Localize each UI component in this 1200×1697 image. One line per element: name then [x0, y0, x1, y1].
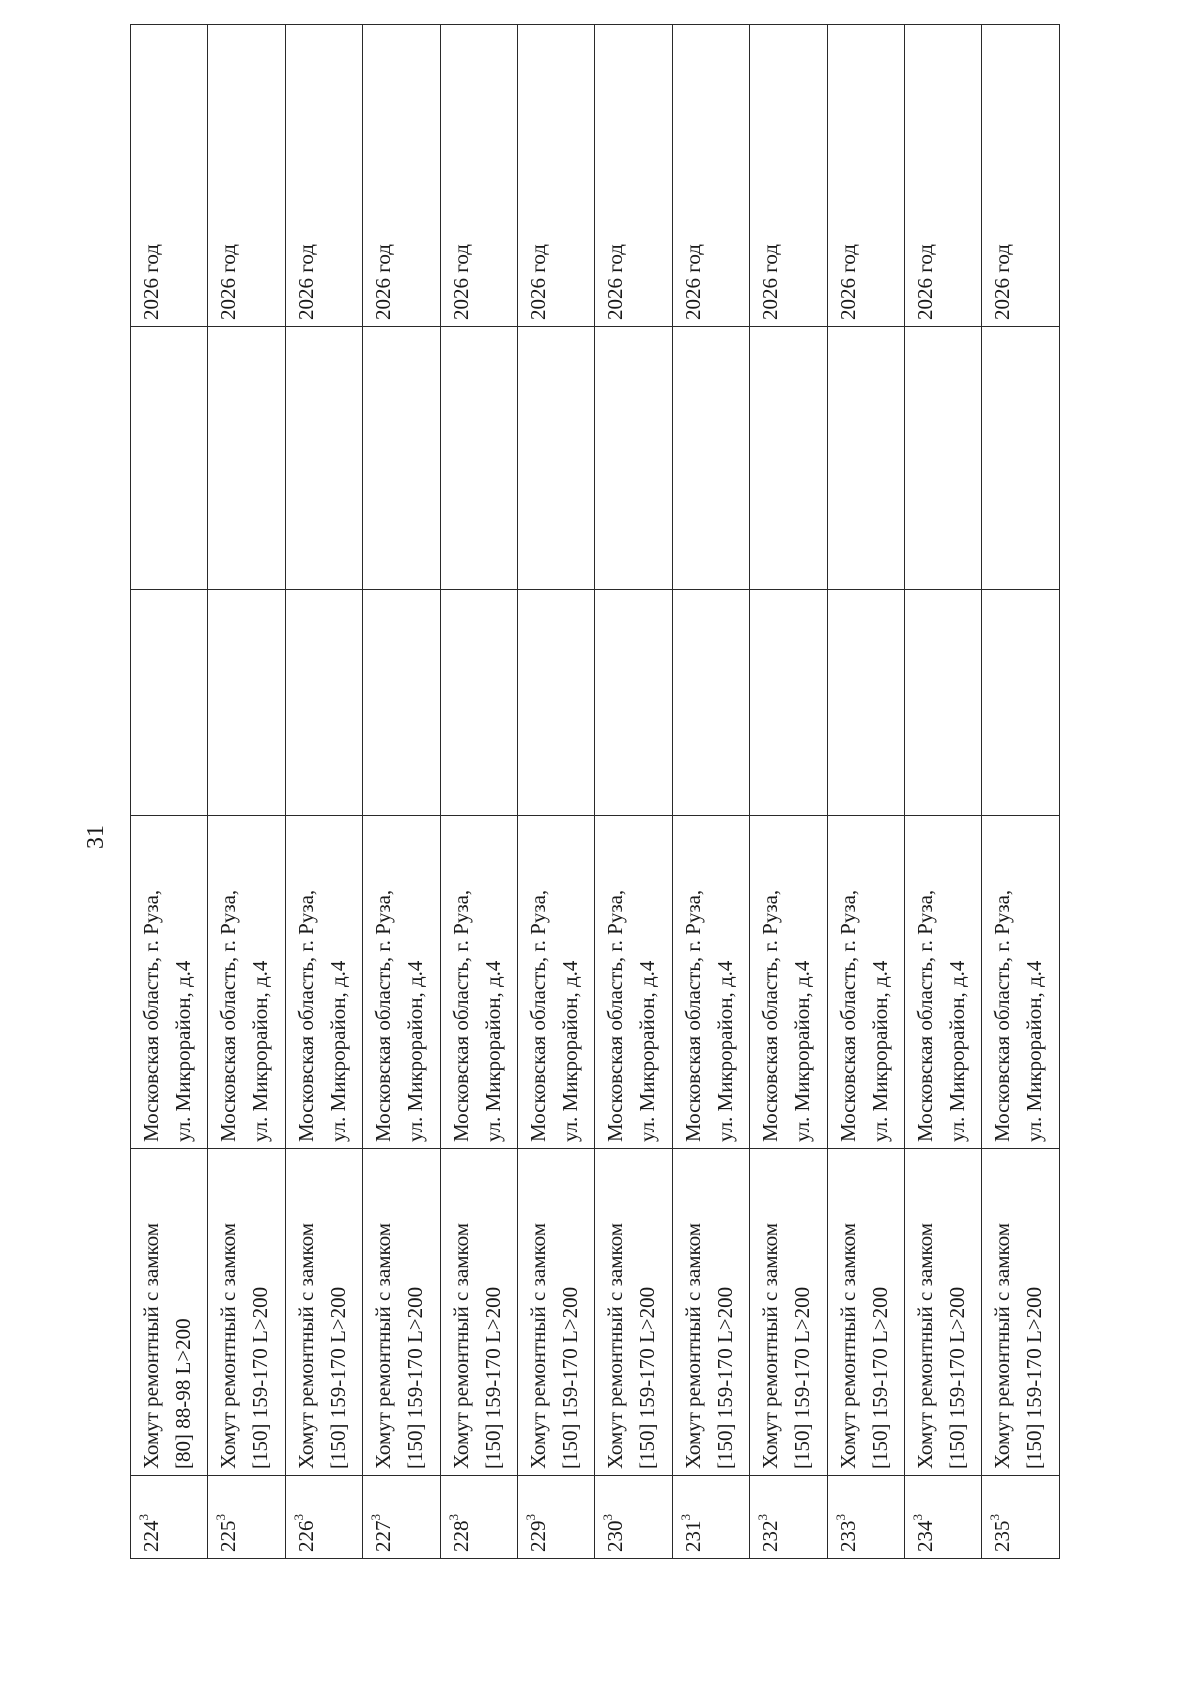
item-address: Московская область, г. Руза, ул. Микрорайон, д.4: [208, 816, 285, 1149]
empty-cell: [208, 327, 285, 590]
empty-cell: [827, 327, 904, 590]
row-number: $233^3$: [827, 1476, 904, 1559]
item-address: Московская область, г. Руза, ул. Микрорайон, д.4: [363, 816, 440, 1149]
row-number: $232^3$: [750, 1476, 827, 1559]
item-address: Московская область, г. Руза, ул. Микрорайон, д.4: [440, 816, 517, 1149]
page-number: 31: [83, 825, 109, 849]
item-year: 2026 год: [208, 25, 285, 327]
row-number: $231^3$: [672, 1476, 749, 1559]
empty-cell: [750, 327, 827, 590]
item-year: 2026 год: [982, 25, 1060, 327]
rotated-table-wrapper: [130, 103, 1060, 1559]
table-row: [905, 25, 982, 1559]
item-name: Хомут ремонтный с замком [150] 159-170 L>200: [363, 1149, 440, 1476]
empty-cell: [672, 327, 749, 590]
item-name: Хомут ремонтный с замком [150] 159-170 L>200: [518, 1149, 595, 1476]
empty-cell: [285, 327, 362, 590]
item-year: 2026 год: [672, 25, 749, 327]
table-row: [827, 25, 904, 1559]
empty-cell: [440, 590, 517, 816]
empty-cell: [363, 590, 440, 816]
item-address: Московская область, г. Руза, ул. Микрорайон, д.4: [595, 816, 672, 1149]
item-name: Хомут ремонтный с замком [150] 159-170 L>200: [285, 1149, 362, 1476]
table-row: [595, 25, 672, 1559]
empty-cell: [905, 590, 982, 816]
table-row: [363, 25, 440, 1559]
item-address: Московская область, г. Руза, ул. Микрорайон, д.4: [518, 816, 595, 1149]
empty-cell: [982, 590, 1060, 816]
empty-cell: [440, 327, 517, 590]
item-year: 2026 год: [285, 25, 362, 327]
row-number: $224^3$: [131, 1476, 208, 1559]
item-year: 2026 год: [905, 25, 982, 327]
table-row: [750, 25, 827, 1559]
table-row: [285, 25, 362, 1559]
item-name: Хомут ремонтный с замком [150] 159-170 L>200: [905, 1149, 982, 1476]
item-address: Московская область, г. Руза, ул. Микрорайон, д.4: [905, 816, 982, 1149]
item-year: 2026 год: [363, 25, 440, 327]
empty-cell: [982, 327, 1060, 590]
table-row: [208, 25, 285, 1559]
item-name: Хомут ремонтный с замком [150] 159-170 L>200: [982, 1149, 1060, 1476]
item-name: Хомут ремонтный с замком [150] 159-170 L>200: [440, 1149, 517, 1476]
item-name: Хомут ремонтный с замком [150] 159-170 L>200: [672, 1149, 749, 1476]
item-address: Московская область, г. Руза, ул. Микрорайон, д.4: [131, 816, 208, 1149]
item-address: Московская область, г. Руза, ул. Микрорайон, д.4: [285, 816, 362, 1149]
item-year: 2026 год: [750, 25, 827, 327]
item-address: Московская область, г. Руза, ул. Микрорайон, д.4: [672, 816, 749, 1149]
empty-cell: [672, 590, 749, 816]
empty-cell: [595, 327, 672, 590]
table-row: [131, 25, 208, 1559]
item-name: Хомут ремонтный с замком [150] 159-170 L>200: [208, 1149, 285, 1476]
table-container: [130, 103, 1060, 1559]
item-name: Хомут ремонтный с замком [150] 159-170 L>200: [827, 1149, 904, 1476]
empty-cell: [131, 590, 208, 816]
empty-cell: [285, 590, 362, 816]
empty-cell: [131, 327, 208, 590]
item-name: Хомут ремонтный с замком [150] 159-170 L>200: [595, 1149, 672, 1476]
equipment-table: [130, 24, 1060, 1559]
item-year: 2026 год: [440, 25, 517, 327]
item-address: Московская область, г. Руза, ул. Микрорайон, д.4: [827, 816, 904, 1149]
empty-cell: [518, 327, 595, 590]
row-number: $234^3$: [905, 1476, 982, 1559]
item-name: Хомут ремонтный с замком [80] 88-98 L>200: [131, 1149, 208, 1476]
row-number: $230^3$: [595, 1476, 672, 1559]
item-year: 2026 год: [595, 25, 672, 327]
item-year: 2026 год: [131, 25, 208, 327]
table-row: [518, 25, 595, 1559]
item-year: 2026 год: [518, 25, 595, 327]
table-row: [440, 25, 517, 1559]
row-number: $229^3$: [518, 1476, 595, 1559]
item-name: Хомут ремонтный с замком [150] 159-170 L>200: [750, 1149, 827, 1476]
empty-cell: [518, 590, 595, 816]
row-number: $227^3$: [363, 1476, 440, 1559]
empty-cell: [750, 590, 827, 816]
item-address: Московская область, г. Руза, ул. Микрорайон, д.4: [982, 816, 1060, 1149]
row-number: $235^3$: [982, 1476, 1060, 1559]
row-number: $228^3$: [440, 1476, 517, 1559]
empty-cell: [905, 327, 982, 590]
empty-cell: [363, 327, 440, 590]
table-row: [672, 25, 749, 1559]
row-number: $226^3$: [285, 1476, 362, 1559]
item-address: Московская область, г. Руза, ул. Микрорайон, д.4: [750, 816, 827, 1149]
empty-cell: [595, 590, 672, 816]
empty-cell: [827, 590, 904, 816]
table-row: [982, 25, 1060, 1559]
item-year: 2026 год: [827, 25, 904, 327]
empty-cell: [208, 590, 285, 816]
row-number: $225^3$: [208, 1476, 285, 1559]
